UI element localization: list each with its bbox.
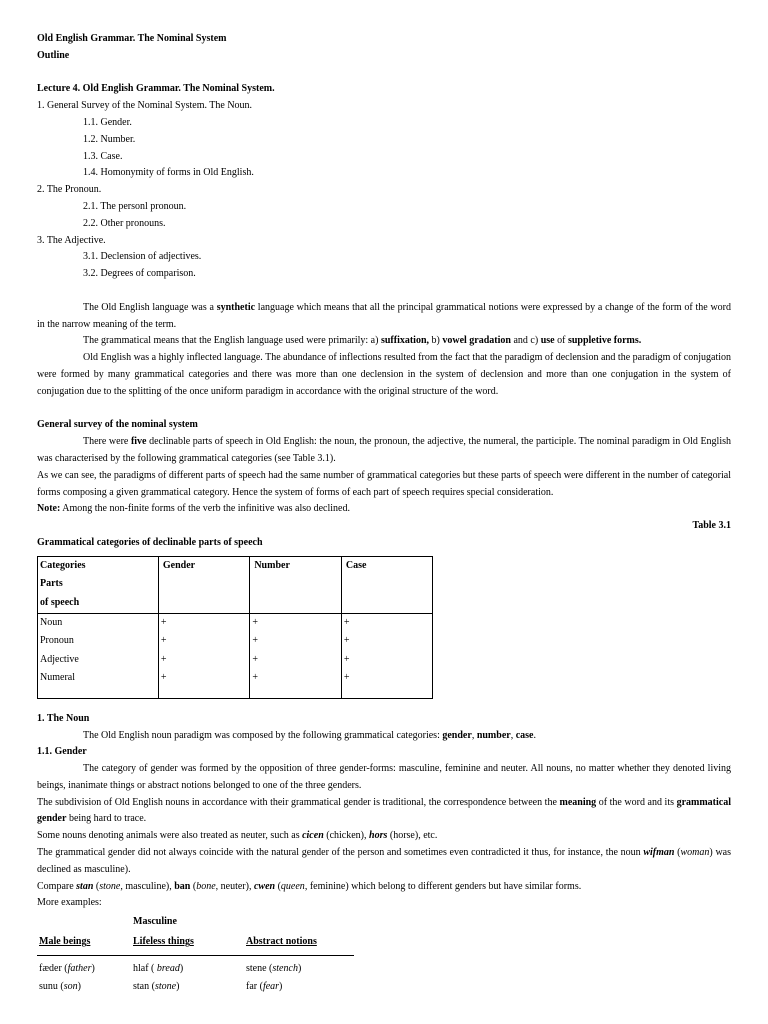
- survey-note: Note: Among the non-finite forms of the verb the infinitive was also declined.: [37, 503, 350, 515]
- document-title: Old English Grammar. The Nominal System: [37, 33, 227, 44]
- outline-item: 1. General Survey of the Nominal System. The Noun.: [37, 100, 253, 112]
- intro-paragraph-2: The grammatical means that the English language used were primarily: a) suffixation, b) vowel gradation and c) use of suppletive forms.: [83, 335, 642, 347]
- row-name: Pronoun: [38, 632, 159, 651]
- outline-list: [37, 98, 731, 283]
- row-case: +: [341, 613, 432, 632]
- row-gender: +: [158, 651, 249, 670]
- document-page: [37, 31, 731, 992]
- outline-item: 3.1. Declension of adjectives.: [83, 251, 202, 263]
- examples-rule: [37, 955, 354, 956]
- categories-table: [37, 556, 433, 699]
- row-number: +: [250, 613, 342, 632]
- row-case: +: [341, 632, 432, 651]
- survey-paragraph-1: There were five declinable parts of speech in Old English: the noun, the pronoun, the adjective, the numeral, the participle. The nominal paradigm in Old English was characterised by the following grammatical categories (see Table 3.1).: [37, 436, 731, 464]
- table-caption: Grammatical categories of declinable parts of speech: [37, 536, 263, 548]
- row-number: +: [250, 669, 342, 698]
- noun-paragraph: The Old English noun paradigm was composed by the following grammatical categories: gender, number, case.: [83, 729, 536, 741]
- row-name: Adjective: [38, 651, 159, 670]
- examples-table: [37, 912, 357, 992]
- table-row: [38, 669, 433, 698]
- table-row: [38, 613, 433, 632]
- outline-item: 2.1. The personl pronoun.: [83, 200, 187, 212]
- row-number: +: [250, 632, 342, 651]
- example-cell: hlaf ( bread): [133, 963, 184, 975]
- lecture-heading: Lecture 4. Old English Grammar. The Nominal System.: [37, 83, 275, 95]
- gender-paragraph-2: The subdivision of Old English nouns in accordance with their grammatical gender is traditional, the correspondence between the meaning of the word and its grammatical gender being hard to trace.: [37, 796, 731, 825]
- intro-paragraph-1: The Old English language was a synthetic language which means that all the principal grammatical notions were expressed by a change of the form of the word in the narrow meaning of the term.: [37, 301, 732, 330]
- outline-item: 2. The Pronoun.: [37, 184, 102, 196]
- row-number: +: [250, 651, 342, 670]
- example-cell: stan (stone): [133, 981, 180, 993]
- noun-heading: 1. The Noun: [37, 712, 90, 724]
- outline-item: 1.1. Gender.: [83, 116, 132, 128]
- example-cell: fæder (father): [39, 963, 95, 975]
- row-case: +: [341, 651, 432, 670]
- header-cell-number: Number: [250, 556, 342, 613]
- row-case: +: [341, 669, 432, 698]
- outline-item: 1.4. Homonymity of forms in Old English.: [83, 167, 254, 179]
- examples-col-abstract-notions: Abstract notions: [246, 936, 317, 948]
- examples-group-label: Masculine: [133, 916, 177, 928]
- outline-item: 3.2. Degrees of comparison.: [83, 268, 196, 280]
- table-label: Table 3.1: [692, 520, 731, 532]
- row-gender: +: [158, 632, 249, 651]
- row-gender: +: [158, 613, 249, 632]
- outline-label: Outline: [37, 49, 70, 61]
- row-gender: +: [158, 669, 249, 698]
- table-row: [38, 651, 433, 670]
- more-examples-label: More examples:: [37, 897, 102, 909]
- gender-paragraph-4: The grammatical gender did not always coincide with the natural gender of the person and sometimes even contradicted it thus, for instance, the noun wifman (woman) was declined as masculine).: [37, 847, 731, 875]
- row-name: Numeral: [38, 669, 159, 698]
- survey-heading: General survey of the nominal system: [37, 419, 198, 431]
- header-cell-case: Case: [341, 556, 432, 613]
- example-cell: stene (stench): [246, 963, 302, 975]
- survey-paragraph-2: As we can see, the paradigms of different parts of speech had the same number of grammatical categories but these parts of speech were different in the number of categorial forms composing a given grammatical category. Hence the system of forms of each part of speech requires special consideration.: [37, 469, 731, 498]
- example-cell: sunu (son): [39, 981, 81, 993]
- intro-paragraph-3: Old English was a highly inflected language. The abundance of inflections resulted from the fact that the paradigm of declension and the paradigm of conjugation were formed by many grammatical categories and there was more than one declension in the system of declension and more than one conjugation in the system of conjugation due to the splitting of the once uniform paradigm in accordance with the original structure of the word.: [37, 352, 731, 397]
- outline-item: 1.2. Number.: [83, 133, 136, 145]
- outline-item: 3. The Adjective.: [37, 234, 106, 246]
- examples-col-male-beings: Male beings: [39, 936, 91, 948]
- gender-paragraph-5: Compare stan (stone, masculine), ban (bone, neuter), cwen (queen, feminine) which belong to different genders but have similar forms.: [37, 880, 582, 892]
- examples-col-lifeless-things: Lifeless things: [133, 936, 194, 948]
- row-name: Noun: [38, 613, 159, 632]
- header-cell-gender: Gender: [158, 556, 249, 613]
- gender-paragraph-3: Some nouns denoting animals were also treated as neuter, such as cicen (chicken), hors (horse), etc.: [37, 830, 438, 842]
- header-cell-categories: Categories Parts of speech: [38, 556, 159, 613]
- table-header-row: [38, 556, 433, 613]
- outline-item: 2.2. Other pronouns.: [83, 217, 166, 229]
- outline-item: 1.3. Case.: [83, 150, 123, 162]
- table-row: [38, 632, 433, 651]
- example-cell: far (fear): [246, 981, 283, 993]
- gender-heading: 1.1. Gender: [37, 746, 87, 758]
- gender-paragraph-1: The category of gender was formed by the opposition of three gender-forms: masculine, feminine and neuter. All nouns, no matter whether they denoted living beings, inanimate things or abstract notions belonged to one of the three genders.: [37, 763, 731, 791]
